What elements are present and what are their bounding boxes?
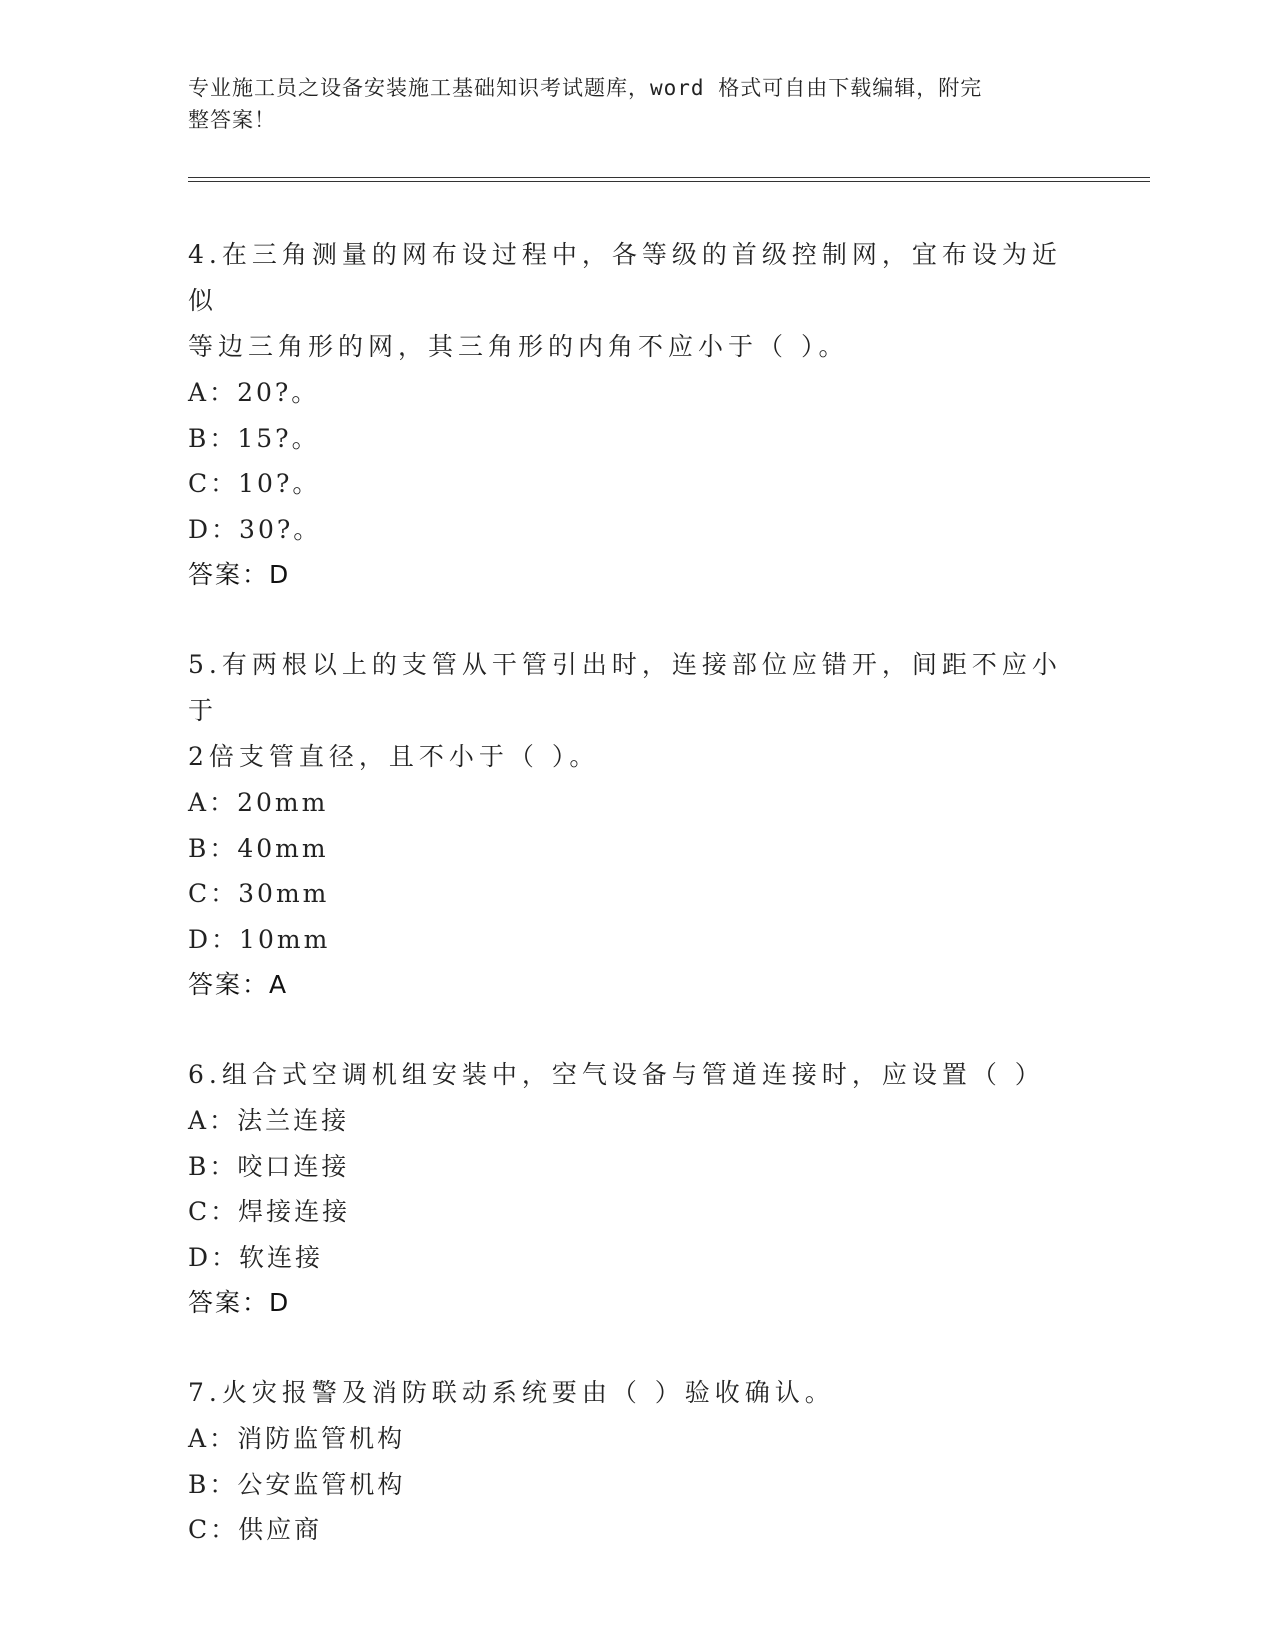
- option-c: [188, 461, 1068, 507]
- option-text: 20mm: [237, 788, 329, 817]
- option-text: 公安监管机构: [237, 1469, 406, 1499]
- option-key: D：: [188, 1242, 240, 1272]
- option-text: 软连接: [239, 1242, 324, 1272]
- option-text: 法兰连接: [237, 1106, 350, 1135]
- question-5: [188, 642, 1068, 1008]
- header-line-2: 整答案！: [188, 108, 276, 132]
- option-key: A：: [188, 1424, 238, 1453]
- option-b: [188, 1462, 1068, 1508]
- question-7: [188, 1370, 1068, 1553]
- option-c: [188, 871, 1068, 917]
- answer-label: 答案：D: [188, 1288, 291, 1317]
- option-key: B：: [188, 423, 238, 453]
- option-a: [188, 1098, 1068, 1144]
- option-a: [188, 780, 1068, 826]
- header-line-1: 专业施工员之设备安装施工基础知识考试题库，word 格式可自由下载编辑，附完: [188, 76, 983, 100]
- document-header: [188, 72, 1068, 136]
- option-text: 30?。: [239, 514, 322, 544]
- option-text: 10mm: [239, 924, 331, 954]
- option-b: [188, 826, 1068, 872]
- option-key: A：: [188, 378, 238, 407]
- question-4: [188, 232, 1068, 598]
- option-key: B：: [188, 1469, 238, 1499]
- option-key: D：: [188, 924, 240, 954]
- option-text: 消防监管机构: [237, 1424, 406, 1453]
- option-d: [188, 917, 1068, 963]
- option-text: 15?。: [237, 423, 320, 453]
- question-stem-line: 5.有两根以上的支管从干管引出时，连接部位应错开，间距不应小于: [188, 650, 1062, 725]
- option-c: [188, 1507, 1068, 1553]
- option-key: D：: [188, 514, 240, 544]
- option-key: B：: [188, 833, 238, 863]
- option-text: 30mm: [238, 879, 330, 908]
- option-text: 40mm: [237, 833, 329, 863]
- option-text: 供应商: [238, 1515, 323, 1544]
- option-a: [188, 1416, 1068, 1462]
- option-key: C：: [188, 879, 239, 908]
- option-text: 20?。: [237, 378, 320, 407]
- option-d: [188, 507, 1068, 553]
- option-key: C：: [188, 1197, 239, 1226]
- option-key: A：: [188, 1106, 238, 1135]
- option-key: B：: [188, 1151, 238, 1181]
- option-c: [188, 1189, 1068, 1235]
- header-rule-top: [188, 177, 1150, 178]
- option-b: [188, 416, 1068, 462]
- question-6: [188, 1052, 1068, 1326]
- question-stem-line: 6.组合式空调机组安装中，空气设备与管道连接时，应设置（ ）: [188, 1060, 1045, 1089]
- question-list: [188, 232, 1068, 1597]
- option-a: [188, 370, 1068, 416]
- option-d: [188, 1235, 1068, 1281]
- question-stem-line: 7.火灾报警及消防联动系统要由（ ）验收确认。: [188, 1378, 835, 1407]
- option-text: 焊接连接: [238, 1197, 351, 1226]
- question-stem-line: 等边三角形的网，其三角形的内角不应小于（ ）。: [188, 332, 849, 361]
- option-text: 咬口连接: [237, 1151, 350, 1181]
- answer-label: 答案：A: [188, 970, 289, 999]
- option-key: C：: [188, 1515, 239, 1544]
- question-stem-line: 4.在三角测量的网布设过程中，各等级的首级控制网，宜布设为近似: [188, 240, 1062, 315]
- option-key: C：: [188, 469, 239, 498]
- answer-label: 答案：D: [188, 560, 291, 589]
- option-text: 10?。: [238, 469, 321, 498]
- question-stem-line: 2倍支管直径，且不小于（ ）。: [188, 742, 600, 771]
- option-b: [188, 1144, 1068, 1190]
- header-rule-bottom: [188, 181, 1150, 182]
- option-key: A：: [188, 788, 238, 817]
